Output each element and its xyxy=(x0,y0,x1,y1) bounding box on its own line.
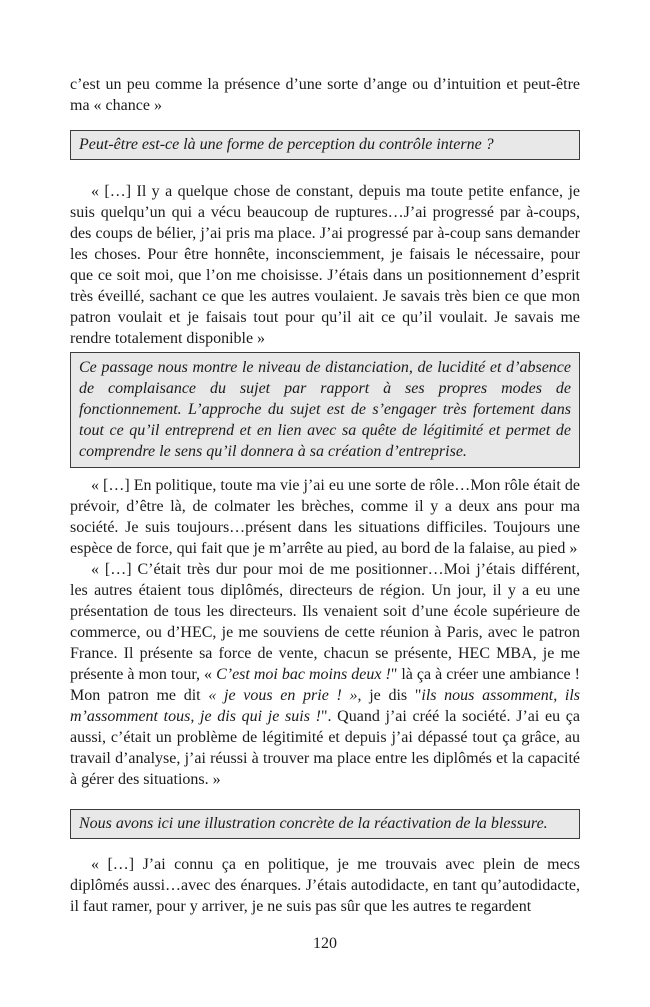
callout-text: Nous avons ici une illustration concrète de la réactivation de la blessure. xyxy=(79,815,548,832)
callout-commentary xyxy=(70,352,580,468)
body-text: " là ça à créer une ambiance ! Mon patron me dit xyxy=(70,666,581,704)
body-text: « […] C’était très dur pour moi de me positionner…Moi j’étais différent, les autres étaient tous diplômés, directeurs de région. Un jour, il y a eu une présentation de tous les directeurs. Ils venaient soit d’une école supérieure de commerce, ou d’HEC, je me souviens de cette réunion à Paris, avec le patron France. Il présente sa force de vente, chacun se présente, HEC MBA, je me présente à mon tour, « xyxy=(70,561,580,683)
body-text: , je dis " xyxy=(357,687,422,704)
callout-text: Peut-être est-ce là une forme de perception du contrôle interne ? xyxy=(79,136,494,153)
body-text: « […] Il y a quelque chose de constant, depuis ma toute petite enfance, je suis quelqu’un qui a vécu beaucoup de ruptures…J’ai progressé par à-coups, des coups de bélier, j’ai pris ma place. J’ai progressé par à-coup sans demander les choses. Pour être honnête, inconsciemment, je faisais le nécessaire, pour que ce soit moi, que l’on me choisisse. J’étais dans un positionnement d’esprit très éveillé, sachant ce que les autres voulaient. Je savais très bien ce que mon patron voulait et je faisais tout pour qu’il ait ce qu’il voulait. Je savais me rendre totalement disponible » xyxy=(70,183,580,347)
page-number: 120 xyxy=(313,935,337,952)
inline-italic-quote: C’est moi bac moins deux ! xyxy=(216,666,391,683)
page-content xyxy=(70,74,580,917)
paragraph-quote-politique xyxy=(70,475,580,559)
paragraph-quote-ruptures xyxy=(70,181,580,349)
paragraph-quote-positionner xyxy=(70,559,580,790)
callout-question xyxy=(70,130,580,160)
callout-text: Ce passage nous montre le niveau de distanciation, de lucidité et d’absence de complaisance du sujet par rapport à ses propres modes de fonctionnement. L’approche du sujet est de s’engager très fortement dans tout ce qu’il entreprend et en lien avec sa quête de légitimité et permet de comprendre le sens qu’il donnera à sa création d’entreprise. xyxy=(79,359,571,460)
paragraph-quote-autodidacte xyxy=(70,854,580,917)
inline-italic-quote: ils nous assomment, ils m’assomment tous, je dis qui je suis ! xyxy=(70,687,581,725)
body-text: c’est un peu comme la présence d’une sorte d’ange ou d’intuition et peut-être ma « chance » xyxy=(70,76,580,114)
body-text: « […] J’ai connu ça en politique, je me trouvais avec plein de mecs diplômés aussi…avec des énarques. J’étais autodidacte, en tant qu’autodidacte, il faut ramer, pour y arriver, je ne suis pas sûr que les autres te regardent xyxy=(70,856,580,915)
callout-illustration xyxy=(70,809,580,839)
body-text: « […] En politique, toute ma vie j’ai eu une sorte de rôle…Mon rôle était de prévoir, d’être là, de colmater les brèches, comme il y a deux ans pour ma société. Je suis toujours…présent dans les situations difficiles. Toujours une espèce de force, qui fait que je m’arrête au pied, au bord de la falaise, au pied » xyxy=(70,477,580,557)
inline-italic-quote: « je vous en prie ! » xyxy=(208,687,358,704)
body-text: ". Quand j’ai créé la société. J’ai eu ça aussi, c’était un problème de légitimité et depuis j’ai dépassé tout ça grâce, au travail d’analyse, j’ai réussi à trouver ma place entre les diplômés et la capacité à gérer des situations. » xyxy=(70,708,581,788)
paragraph-intro xyxy=(70,74,580,116)
